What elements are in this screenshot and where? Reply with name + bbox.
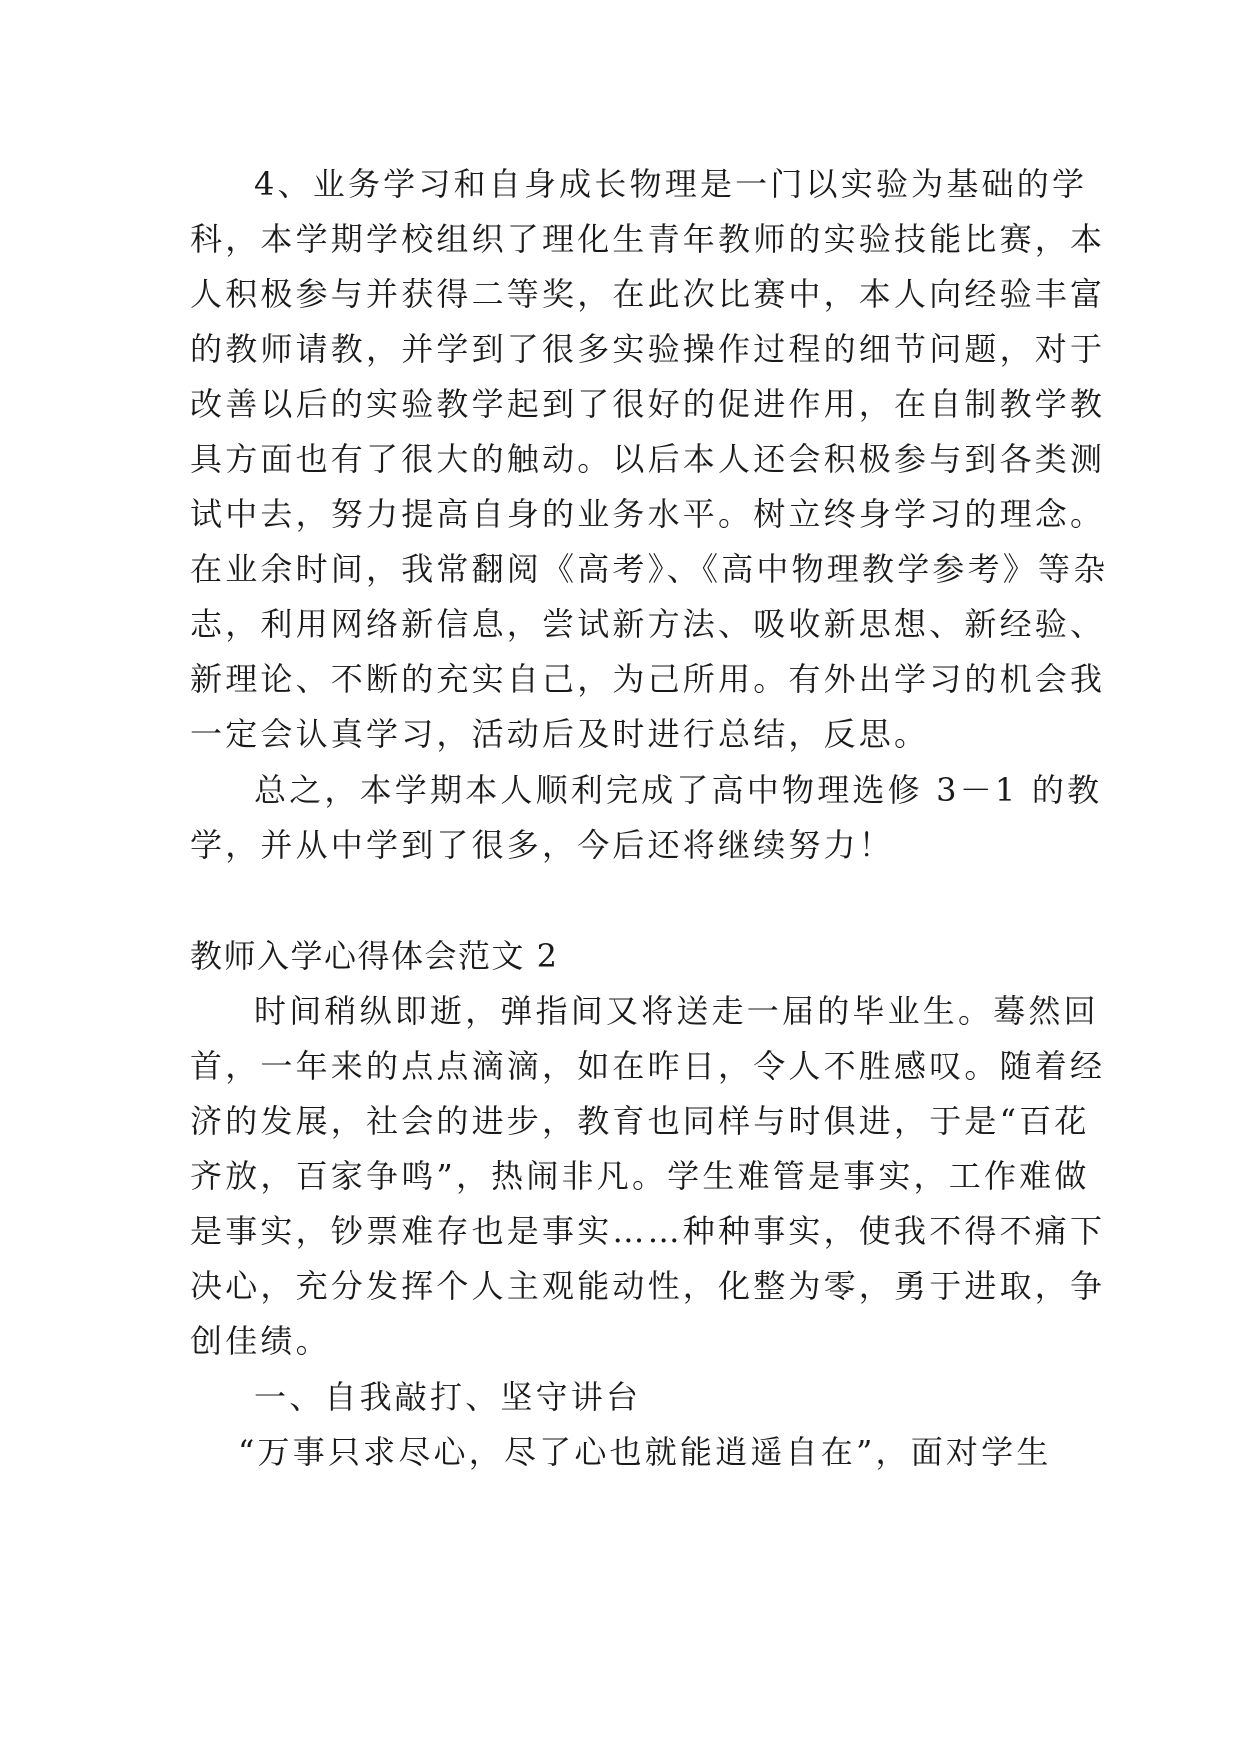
paragraph-line: 决心，充分发挥个人主观能动性，化整为零，勇于进取，争 <box>190 1267 1106 1305</box>
paragraph-line: 在业余时间，我常翻阅《高考》、《高中物理教学参考》等杂 <box>190 550 1109 588</box>
paragraph-line: 时间稍纵即逝，弹指间又将送走一届的毕业生。蓦然回 <box>254 992 1099 1030</box>
paragraph-line: 4、业务学习和自身成长物理是一门以实验为基础的学 <box>254 165 1088 203</box>
paragraph-line: 济的发展，社会的进步，教育也同样与时俱进，于是“百花 <box>190 1102 1090 1140</box>
paragraph-line: 一定会认真学习，活动后及时进行总结，反思。 <box>190 715 930 753</box>
paragraph-line: 总之，本学期本人顺利完成了高中物理选修 3－1 的教 <box>254 771 1103 809</box>
paragraph-line: 创佳绩。 <box>190 1322 331 1360</box>
paragraph-line: 改善以后的实验教学起到了很好的促进作用，在自制教学教 <box>190 385 1106 423</box>
paragraph-line: 科，本学期学校组织了理化生青年教师的实验技能比赛，本 <box>190 220 1106 258</box>
subheading: 一、自我敲打、坚守讲台 <box>254 1378 642 1416</box>
paragraph-line: 是事实，钞票难存也是事实……种种事实，使我不得不痛下 <box>190 1212 1106 1250</box>
paragraph-line: 学，并从中学到了很多，今后还将继续努力！ <box>190 826 895 864</box>
paragraph-line: 志，利用网络新信息，尝试新方法、吸收新思想、新经验、 <box>190 605 1106 643</box>
paragraph-line: “万事只求尽心，尽了心也就能逍遥自在”，面对学生 <box>238 1433 1052 1471</box>
paragraph-line: 试中去，努力提高自身的业务水平。树立终身学习的理念。 <box>190 495 1106 533</box>
paragraph-line: 首，一年来的点点滴滴，如在昨日，令人不胜感叹。随着经 <box>190 1047 1106 1085</box>
paragraph-line: 人积极参与并获得二等奖，在此次比赛中，本人向经验丰富 <box>190 275 1106 313</box>
paragraph-line: 具方面也有了很大的触动。以后本人还会积极参与到各类测 <box>190 440 1106 478</box>
paragraph-line: 新理论、不断的充实自己，为己所用。有外出学习的机会我 <box>190 660 1106 698</box>
paragraph-line: 齐放，百家争鸣”，热闹非凡。学生难管是事实，工作难做 <box>190 1157 1090 1195</box>
paragraph-line: 的教师请教，并学到了很多实验操作过程的细节问题，对于 <box>190 330 1106 368</box>
section-title: 教师入学心得体会范文 2 <box>190 937 559 975</box>
